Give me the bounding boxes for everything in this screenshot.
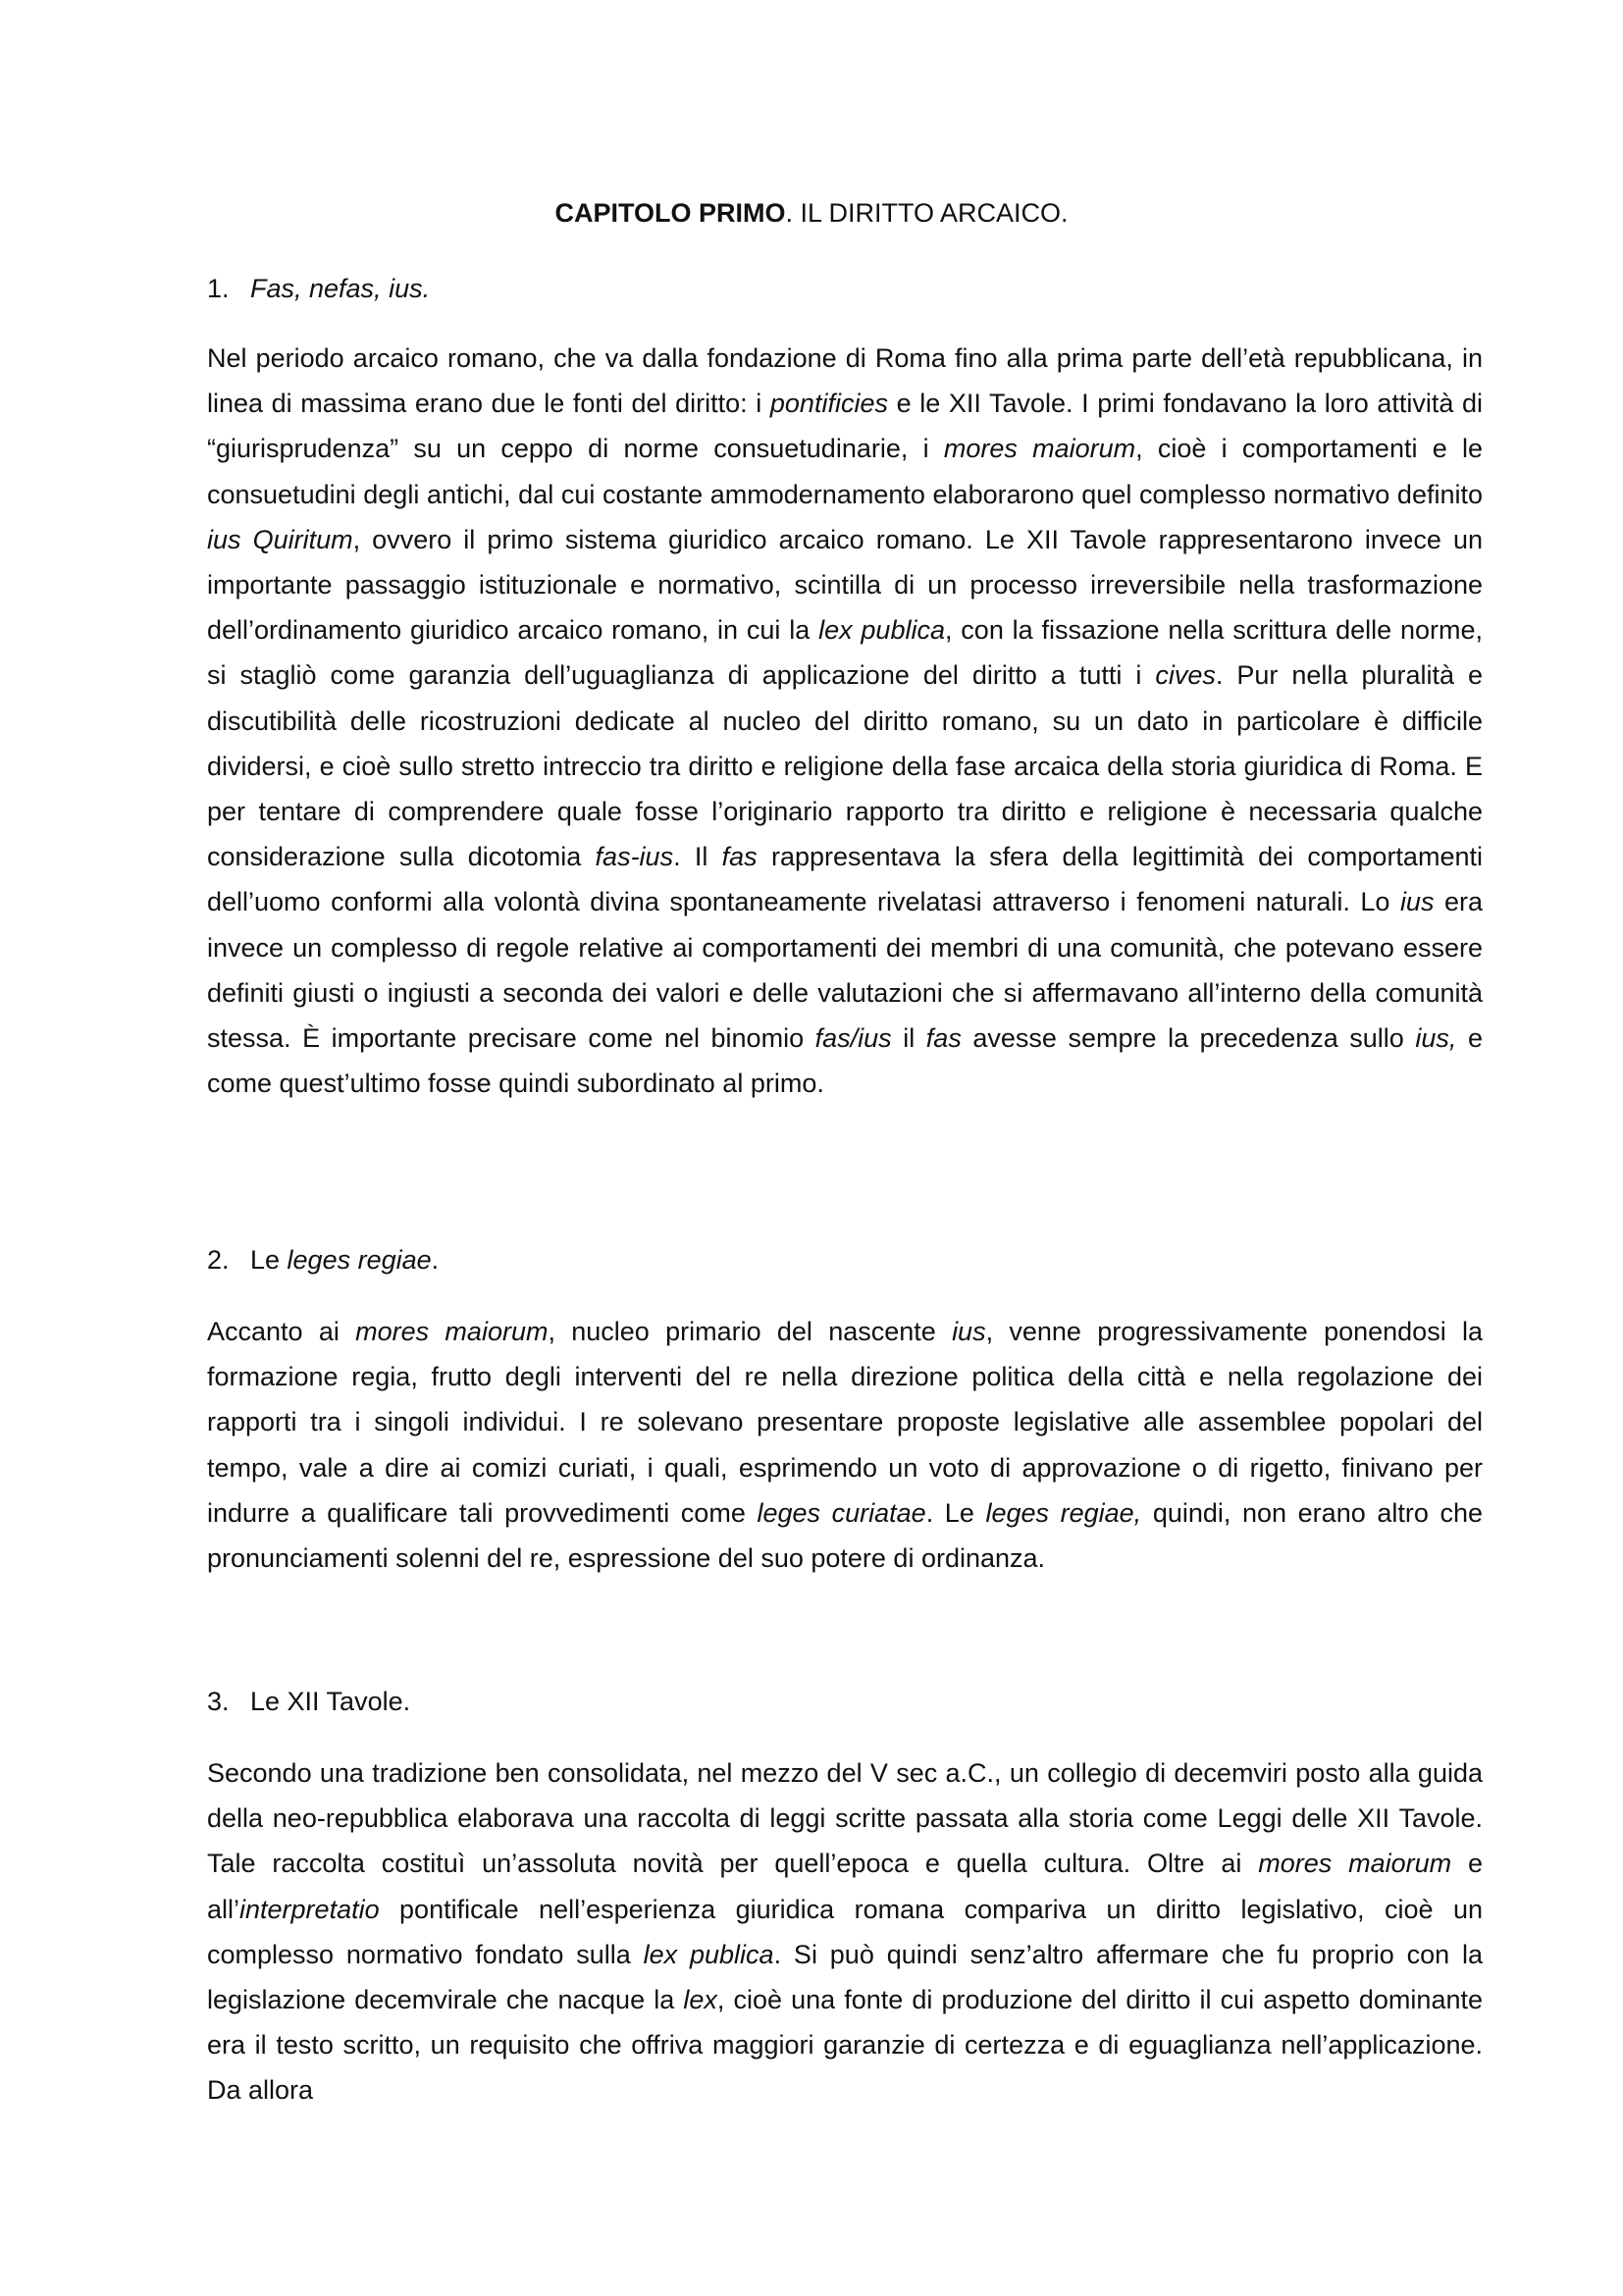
section-1-title: Fas, nefas, ius. — [250, 274, 431, 303]
text-run: , con la fissazione nella scrittura delle norme, si stagliò come garanzia dell’uguaglianza di applicazione del diritto a tutti i — [207, 615, 1483, 691]
text-run: il — [891, 1023, 926, 1054]
italic-text-run: leges regiae, — [985, 1497, 1142, 1528]
section-2-title: leges regiae — [287, 1245, 432, 1275]
italic-text-run: leges curiatae — [757, 1497, 926, 1528]
italic-text-run: mores maiorum — [1258, 1849, 1452, 1879]
section-3-paragraph — [207, 1750, 1483, 2113]
section-2-heading — [207, 1240, 439, 1279]
text-run: , nucleo primario del nascente — [548, 1317, 953, 1346]
chapter-title — [0, 193, 1623, 233]
text-run: . Si può quindi senz’altro affermare che fu proprio con la legislazione decemvirale che nacque la — [207, 1939, 1483, 2015]
text-run: Le — [250, 1245, 288, 1275]
section-2-paragraph — [207, 1309, 1483, 1581]
section-3-number: 3. — [207, 1687, 230, 1716]
italic-text-run: fas — [721, 842, 758, 872]
section-1-number: 1. — [207, 274, 230, 303]
text-run: . Pur nella pluralità e discutibilità delle ricostruzioni dedicate al nucleo del diritto romano, su un dato in particolare è difficile dividersi, e cioè sullo stretto intreccio tra diritto e religione della fase arcaica della storia giuridica di Roma. E per tentare di comprendere quale fosse l’originario rapporto tra diritto e religione è necessaria qualche considerazione sulla dicotomia — [207, 660, 1483, 872]
text-run: e come quest’ultimo fosse quindi subordinato al primo. — [207, 1023, 1483, 1099]
text-run: , ovvero il primo sistema giuridico arcaico romano. Le XII Tavole rappresentarono invece un importante passaggio istituzionale e normativo, scintilla di un processo irreversibile nella trasformazione dell’ordinamento giuridico arcaico romano, in cui la — [207, 524, 1484, 646]
italic-text-run: fas/ius — [814, 1023, 892, 1054]
text-run: . — [431, 1245, 440, 1275]
italic-text-run: lex — [683, 1985, 717, 2015]
italic-text-run: pontificies — [769, 389, 888, 419]
italic-text-run: ius, — [1415, 1023, 1457, 1054]
italic-text-run: cives — [1155, 660, 1216, 691]
text-run: , venne progressivamente ponendosi la formazione regia, frutto degli interventi del re nella direzione politica della città e nella regolazione dei rapporti tra i singoli individui. I re solevano presentare proposte legislative alle assemblee popolari del tempo, vale a dire ai comizi curiati, i quali, esprimendo un voto di approvazione o di rigetto, finivano per indurre a qualificare tali provvedimenti come — [207, 1317, 1483, 1528]
italic-text-run: mores maiorum — [355, 1317, 549, 1346]
text-run: Nel periodo arcaico romano, che va dalla fondazione di Roma fino alla prima parte dell’età repubblicana, in linea di massima erano due le fonti del diritto: i — [207, 343, 1483, 419]
text-run: pontificale nell’esperienza giuridica romana compariva un diritto legislativo, cioè un complesso normativo fondato sulla — [207, 1894, 1483, 1969]
italic-text-run: mores maiorum — [943, 434, 1136, 464]
text-run: quindi, non erano altro che pronunciamenti solenni del re, espressione del suo potere di ordinanza. — [207, 1497, 1484, 1574]
italic-text-run: ius — [1399, 887, 1435, 917]
section-2-number: 2. — [207, 1245, 230, 1275]
text-run: avesse sempre la precedenza sullo — [961, 1023, 1416, 1054]
text-run: Secondo una tradizione ben consolidata, nel mezzo del V sec a.C., un collegio di decemviri posto alla guida della neo-repubblica elaborava una raccolta di leggi scritte passata alla storia come Leggi delle XII Tavole. Tale raccolta costituì un’assoluta novità per quell’epoca e quella cultura. Oltre ai — [207, 1758, 1483, 1879]
italic-text-run: interpretatio — [239, 1894, 380, 1924]
italic-text-run: lex publica — [643, 1939, 774, 1969]
text-run: , cioè i comportamenti e le consuetudini degli antichi, dal cui costante ammodernamento elaborarono quel complesso normativo definito — [207, 434, 1483, 509]
text-run: e all’ — [207, 1849, 1483, 1924]
section-3-heading — [207, 1682, 410, 1721]
italic-text-run: lex publica — [818, 615, 945, 646]
italic-text-run: ius Quiritum — [207, 524, 353, 554]
italic-text-run: ius — [952, 1317, 986, 1346]
text-run: Accanto ai — [207, 1317, 356, 1346]
text-run: . Il — [673, 842, 722, 872]
chapter-title-bold: CAPITOLO PRIMO — [554, 198, 786, 228]
section-1-heading — [207, 269, 430, 308]
text-run: rappresentava la sfera della legittimità dei comportamenti dell’uomo conformi alla volontà divina spontaneamente rivelatasi attraverso i fenomeni naturali. Lo — [207, 842, 1483, 917]
italic-text-run: fas — [925, 1023, 962, 1054]
section-1-paragraph — [207, 336, 1483, 1106]
text-run: e le XII Tavole. I primi fondavano la loro attività di “giurisprudenza” su un ceppo di norme consuetudinarie, i — [207, 389, 1483, 464]
section-3-title: Le XII Tavole. — [250, 1687, 411, 1716]
text-run: era invece un complesso di regole relative ai comportamenti dei membri di una comunità, che potevano essere definiti giusti o ingiusti a seconda dei valori e delle valutazioni che si affermavano all’interno della comunità stessa. È importante precisare come nel binomio — [207, 887, 1484, 1054]
italic-text-run: fas-ius — [595, 842, 674, 872]
text-run: . Le — [925, 1497, 986, 1528]
chapter-title-rest: . IL DIRITTO ARCAICO. — [785, 198, 1069, 228]
text-run: , cioè una fonte di produzione del diritto il cui aspetto dominante era il testo scritto, un requisito che offriva maggiori garanzie di certezza e di eguaglianza nell’applicazione. Da allora — [207, 1985, 1483, 2106]
